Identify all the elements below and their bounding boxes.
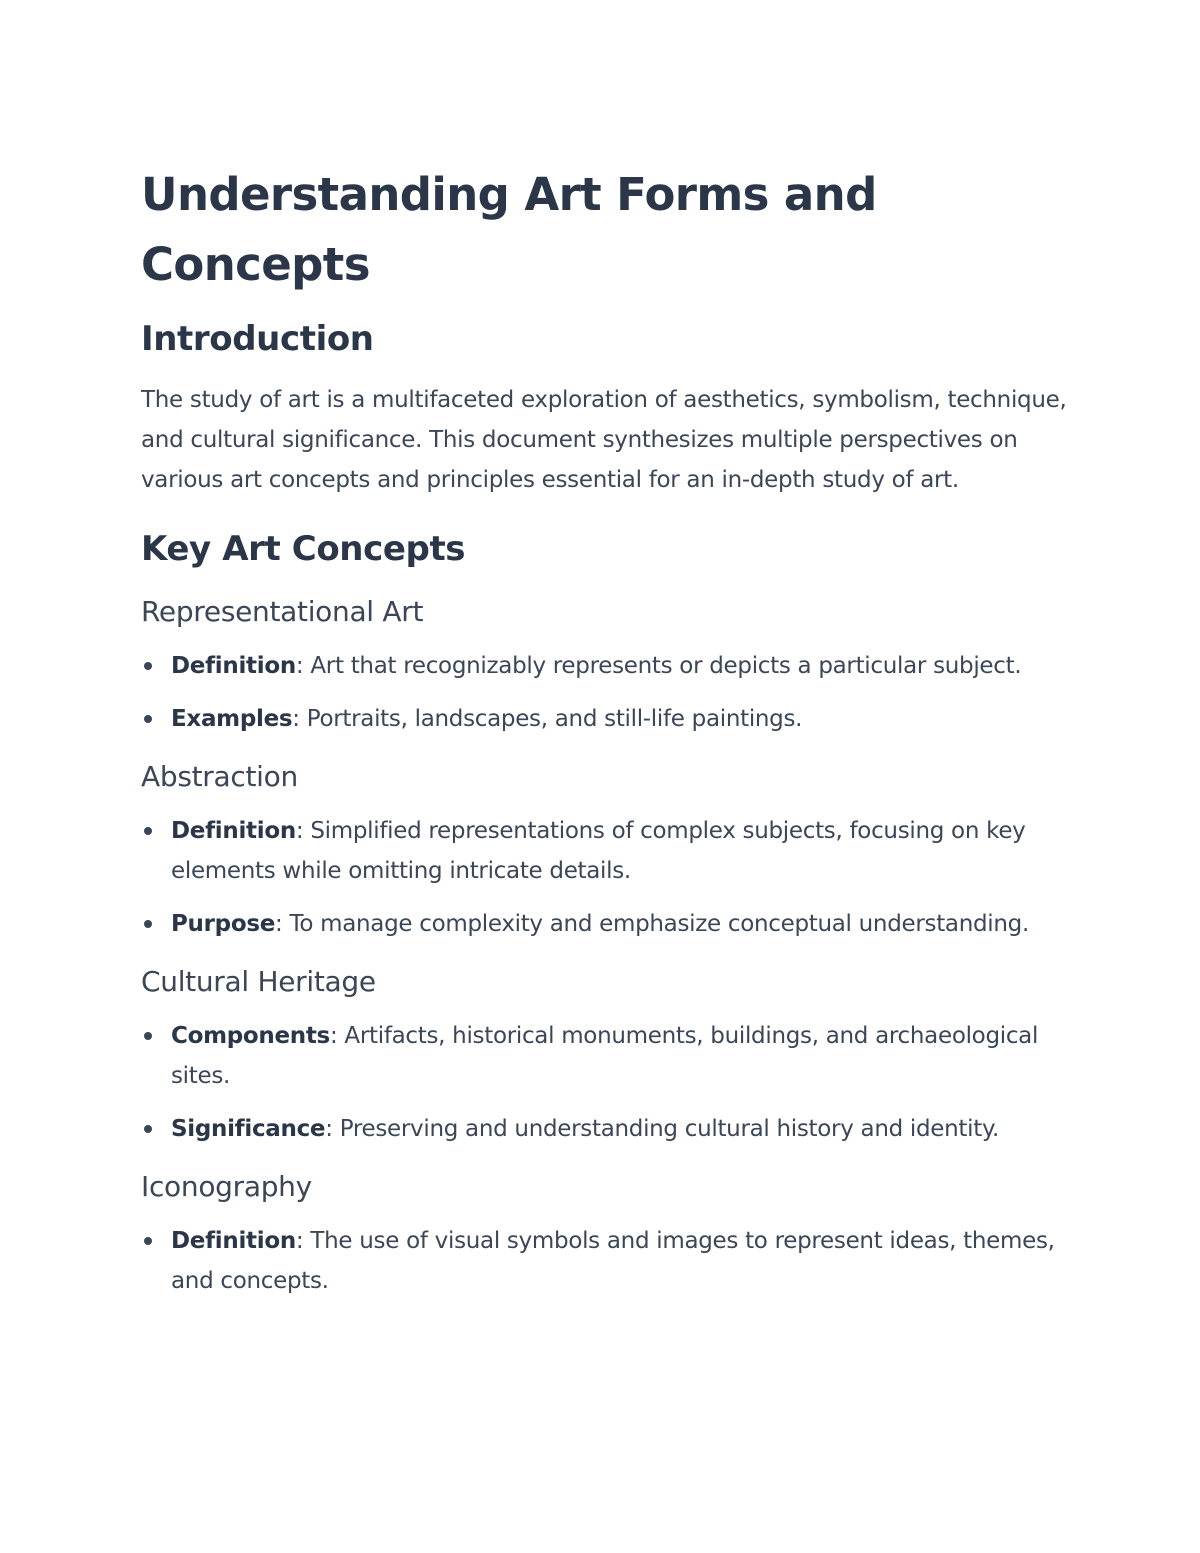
bullet-icon [144, 715, 152, 723]
section-heading-cultural-heritage: Cultural Heritage [141, 965, 376, 998]
bullet-icon [144, 1237, 152, 1245]
item-text: Portraits, landscapes, and still-life paintings. [306, 706, 803, 732]
bullet-icon [144, 920, 152, 928]
page-title: Understanding Art Forms and Concepts [141, 168, 877, 291]
list-item: Purpose: To manage complexity and emphasize conceptual understanding. [141, 904, 1071, 944]
item-term: Definition [171, 818, 296, 844]
item-term: Definition [171, 653, 296, 679]
bullet-icon [144, 662, 152, 670]
list-item: Definition: Simplified representations of complex subjects, focusing on key elements while omitting intricate details. [141, 811, 1071, 891]
item-term: Purpose [171, 911, 276, 937]
item-text: Art that recognizably represents or depicts a particular subject. [310, 653, 1022, 679]
document-page [141, 160, 1071, 1301]
introduction-text: The study of art is a multifaceted exploration of aesthetics, symbolism, technique, and cultural significance. This document synthesizes multiple perspectives on various art concepts and principles essential for an in-depth study of art. [141, 387, 1067, 493]
bullet-icon [144, 1032, 152, 1040]
cultural-heritage-list [141, 1016, 1071, 1149]
key-concepts-heading: Key Art Concepts [141, 529, 466, 569]
section-heading-iconography: Iconography [141, 1170, 312, 1203]
list-item: Components: Artifacts, historical monuments, buildings, and archaeological sites. [141, 1016, 1071, 1096]
list-item: Significance: Preserving and understanding cultural history and identity. [141, 1109, 1071, 1149]
item-term: Significance [171, 1116, 326, 1142]
section-heading-abstraction: Abstraction [141, 760, 298, 793]
item-text: Artifacts, historical monuments, buildings, and archaeological sites. [171, 1023, 1039, 1089]
item-text: Preserving and understanding cultural history and identity. [339, 1116, 999, 1142]
item-text: To manage complexity and emphasize conceptual understanding. [289, 911, 1029, 937]
list-item: Definition: The use of visual symbols and images to represent ideas, themes, and concepts. [141, 1221, 1071, 1301]
representational-art-list [141, 646, 1071, 739]
list-item: Examples: Portraits, landscapes, and still-life paintings. [141, 699, 1071, 739]
bullet-icon [144, 1125, 152, 1133]
introduction-heading: Introduction [141, 319, 374, 359]
item-text: Simplified representations of complex subjects, focusing on key elements while omitting intricate details. [171, 818, 1026, 884]
section-heading-representational-art: Representational Art [141, 595, 424, 628]
list-item: Definition: Art that recognizably represents or depicts a particular subject. [141, 646, 1071, 686]
abstraction-list [141, 811, 1071, 944]
item-term: Definition [171, 1228, 296, 1254]
item-text: The use of visual symbols and images to represent ideas, themes, and concepts. [171, 1228, 1055, 1294]
bullet-icon [144, 827, 152, 835]
item-term: Components [171, 1023, 330, 1049]
item-term: Examples [171, 706, 293, 732]
iconography-list [141, 1221, 1071, 1301]
